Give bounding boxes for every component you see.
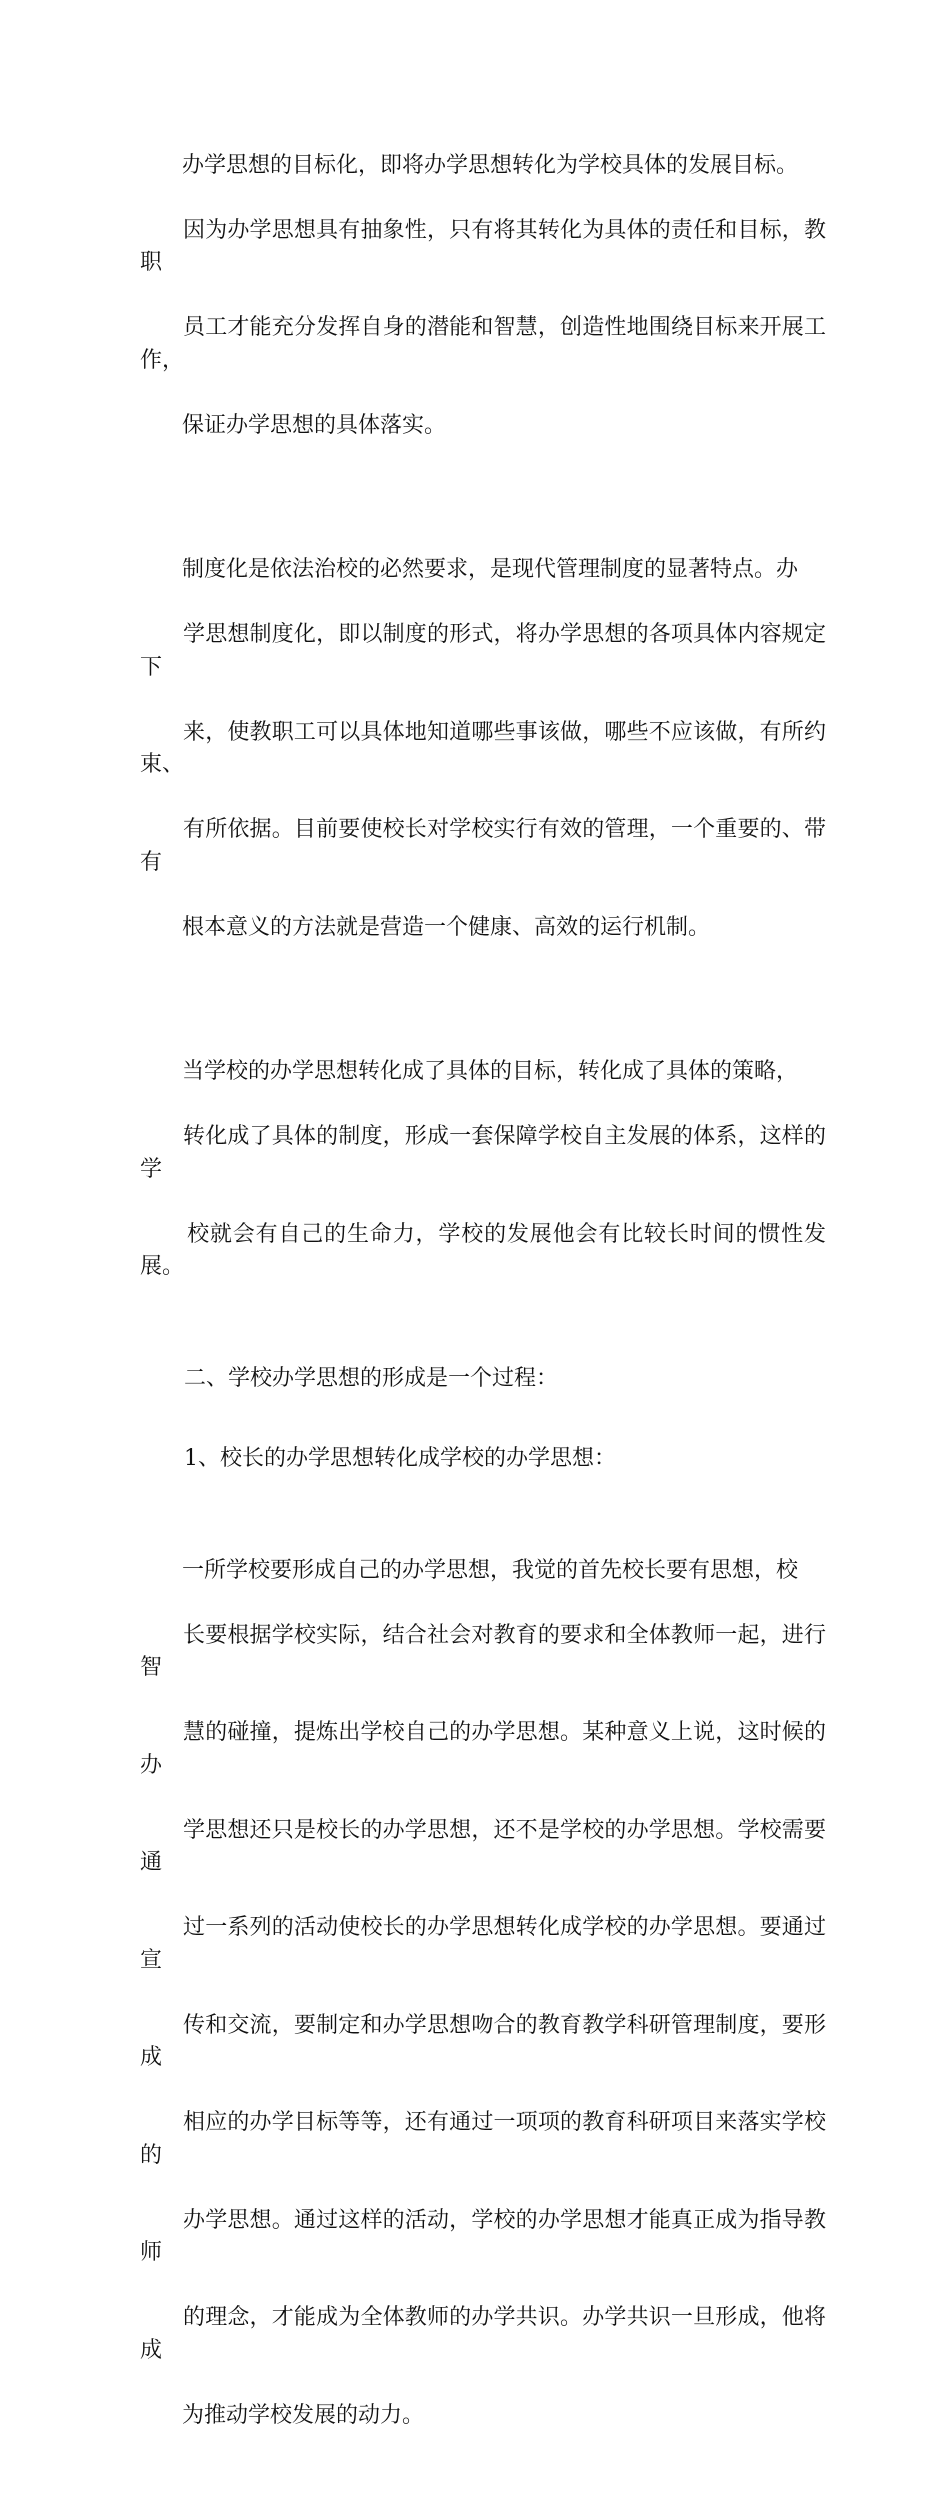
paragraph-line: 长要根据学校实际，结合社会对教育的要求和全体教师一起，进行智: [140, 1622, 826, 1680]
paragraph-line: 办学思想。通过这样的活动，学校的办学思想才能真正成为指导教师: [140, 2207, 826, 2265]
paragraph-line: 学思想制度化，即以制度的形式，将办学思想的各项具体内容规定下: [140, 622, 826, 680]
paragraph-line: 转化成了具体的制度，形成一套保障学校自主发展的体系，这样的学: [140, 1124, 826, 1182]
paragraph-line: 学思想还只是校长的办学思想，还不是学校的办学思想。学校需要通: [140, 1817, 826, 1875]
paragraph-line: 根本意义的方法就是营造一个健康、高效的运行机制。: [181, 914, 710, 940]
section-heading: 二、学校办学思想的形成是一个过程：: [184, 1366, 559, 1391]
paragraph-line: 当学校的办学思想转化成了具体的目标，转化成了具体的策略，: [181, 1059, 798, 1084]
document-body: [140, 117, 826, 2512]
paragraph-line: 相应的办学目标等等，还有通过一项项的教育科研项目来落实学校的: [140, 2110, 826, 2168]
paragraph-line: 制度化是依法治校的必然要求，是现代管理制度的显著特点。办: [181, 557, 798, 582]
paragraph-goal-orientation: [140, 117, 826, 475]
paragraph-line: 来，使教职工可以具体地知道哪些事该做，哪些不应该做，有所约束、: [140, 719, 826, 777]
paragraph-institutionalization: [140, 522, 826, 977]
subsection-heading: 1、校长的办学思想转化成学校的办学思想：: [184, 1445, 616, 1471]
paragraph-self-development: [140, 1024, 826, 1317]
paragraph-line: 传和交流，要制定和办学思想吻合的教育教学科研管理制度，要形成: [140, 2012, 826, 2070]
paragraph-line: 为推动学校发展的动力。: [181, 2402, 424, 2428]
paragraph-line: 办学思想的目标化，即将办学思想转化为学校具体的发展目标。: [181, 152, 798, 178]
paragraph-line: 的理念，才能成为全体教师的办学共识。办学共识一旦形成，他将成: [140, 2305, 826, 2363]
paragraph-line: 慧的碰撞，提炼出学校自己的办学思想。某种意义上说，这时候的办: [140, 1720, 826, 1778]
paragraph-line: 有所依据。目前要使校长对学校实行有效的管理，一个重要的、带有: [140, 817, 826, 875]
paragraph-line: 保证办学思想的具体落实。: [181, 412, 446, 438]
paragraph-principal-thinking: [140, 1522, 826, 2465]
paragraph-line: 一所学校要形成自己的办学思想，我觉的首先校长要有思想，校: [181, 1557, 798, 1583]
paragraph-line: 因为办学思想具有抽象性，只有将其转化为具体的责任和目标，教职: [140, 217, 826, 275]
paragraph-line: 校就会有自己的生命力，学校的发展他会有比较长时间的惯性发展。: [140, 1221, 826, 1279]
paragraph-line: 过一系列的活动使校长的办学思想转化成学校的办学思想。要通过宣: [140, 1915, 826, 1973]
paragraph-line: 员工才能充分发挥自身的潜能和智慧，创造性地围绕目标来开展工作，: [140, 315, 826, 373]
